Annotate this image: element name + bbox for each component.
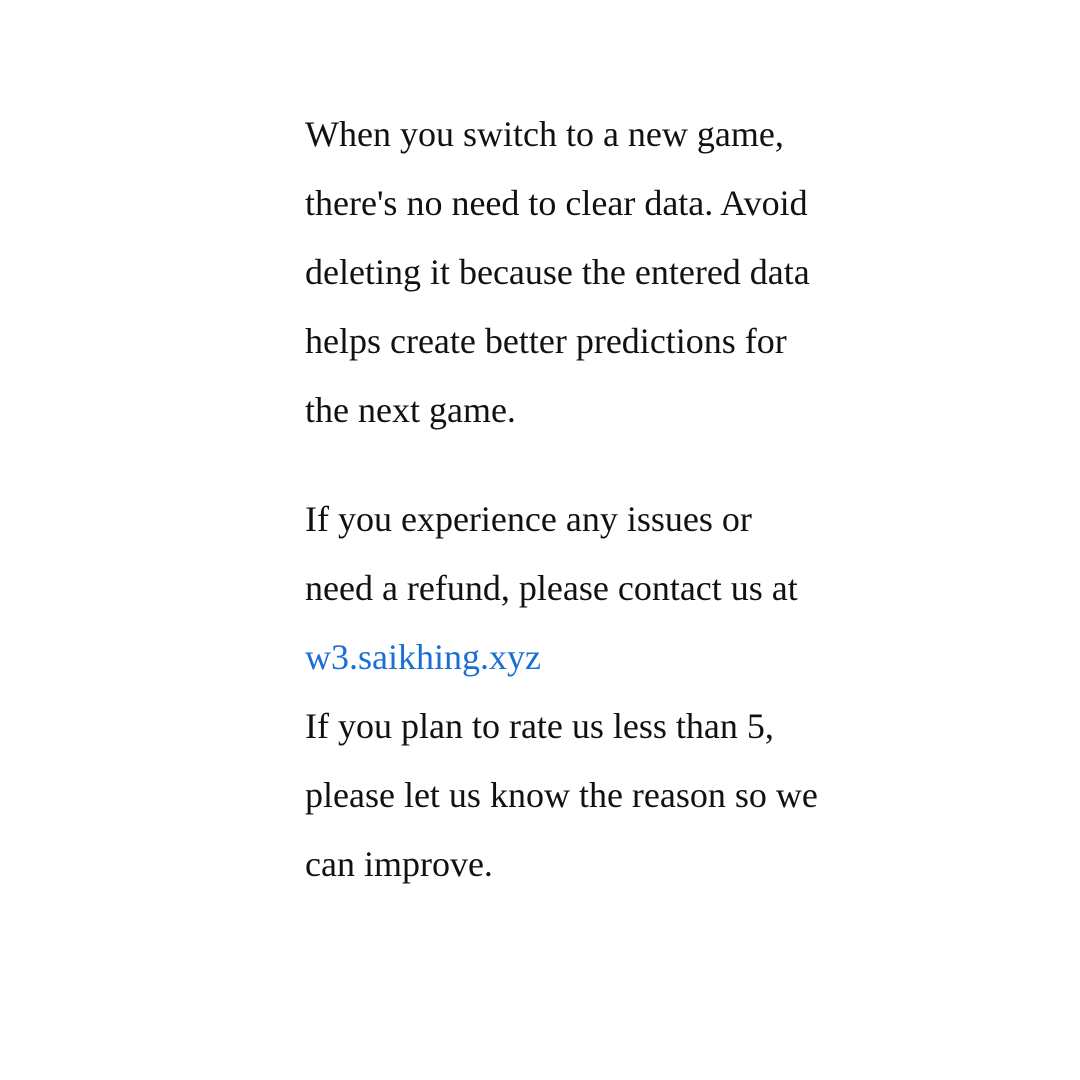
paragraph-spacer [305,445,825,485]
data-retention-note: When you switch to a new game, there's no need to clear data. Avoid deleting it because the entered data helps create better predictions for the next game. [305,114,810,430]
support-contact-text: If you experience any issues or need a refund, please contact us at [305,499,798,608]
support-contact-note [305,485,825,692]
support-website-link[interactable]: w3.saikhing.xyz [305,637,541,677]
rating-request-note: If you plan to rate us less than 5, please let us know the reason so we can improve. [305,706,818,884]
message-content [305,100,825,899]
